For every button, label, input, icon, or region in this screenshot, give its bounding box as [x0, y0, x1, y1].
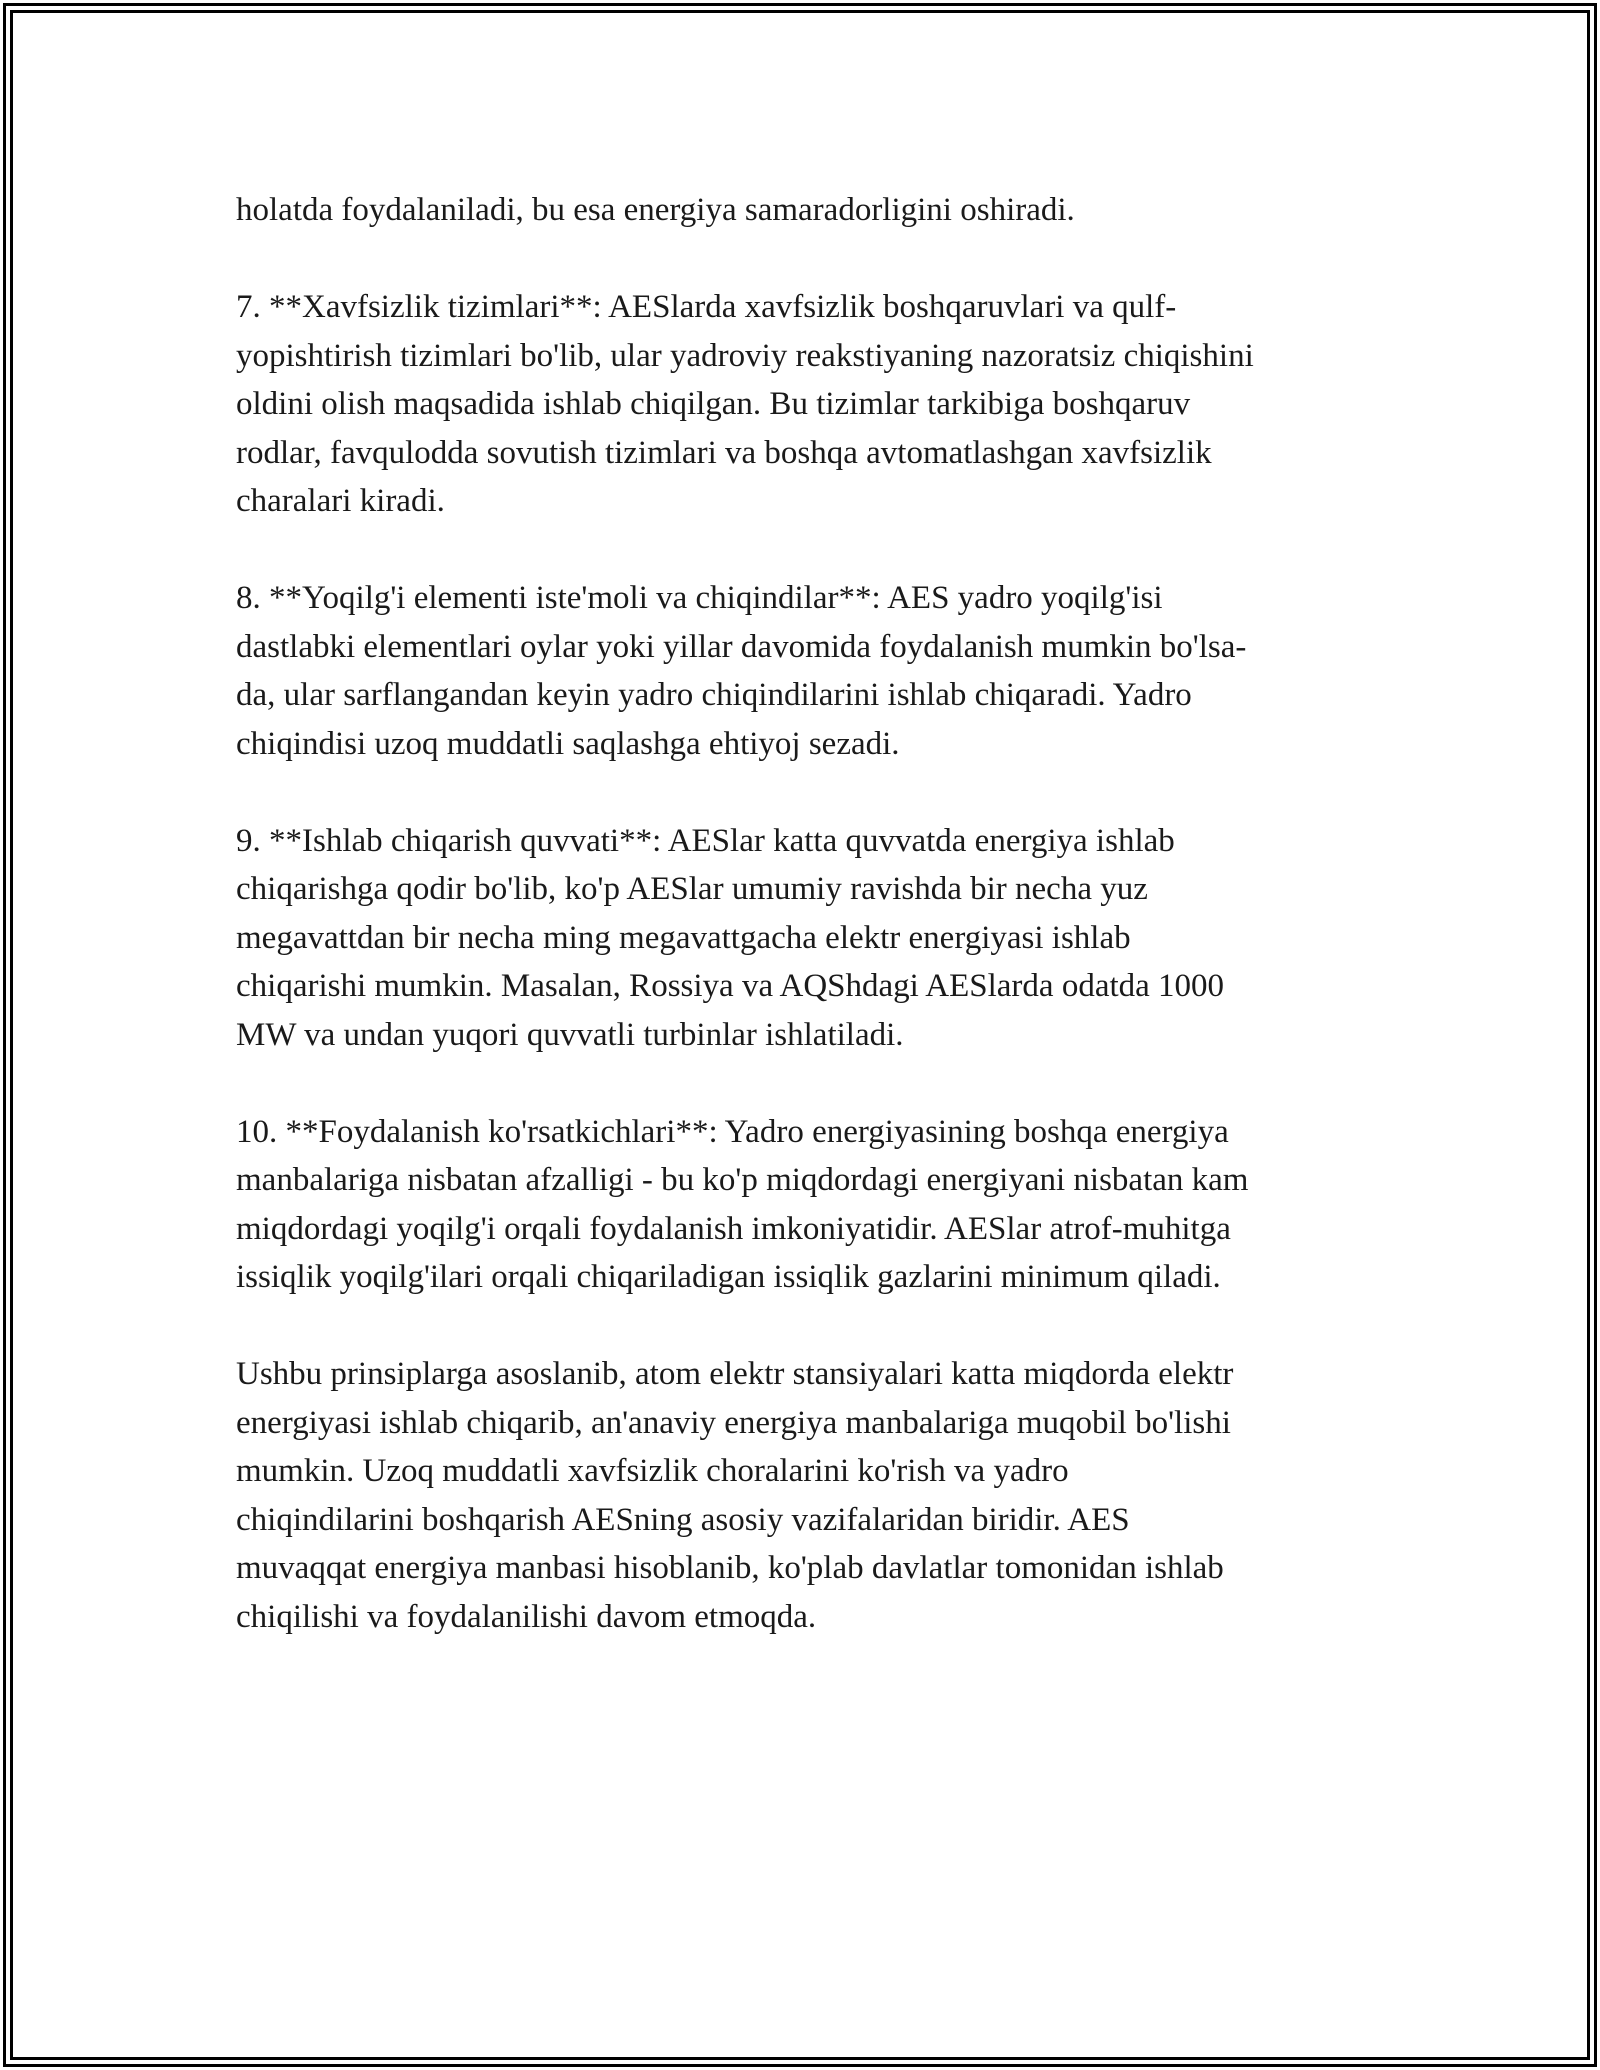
paragraph-item-8-fuel-and-waste: 8. **Yoqilg'i elementi iste'moli va chiqindilar**: AES yadro yoqilg'isi dastlabki elementlari oylar yoki yillar davomida foydalanish mumkin bo'lsa- da, ular sarflangandan keyin yadro chiqindilarini ishlab chiqaradi. Yadro chiqindisi uzoq muddatli saqlashga ehtiyoj sezadi. [236, 580, 1247, 762]
paragraph-item-7-safety-systems: 7. **Xavfsizlik tizimlari**: AESlarda xavfsizlik boshqaruvlari va qulf- yopishtirish tizimlari bo'lib, ular yadroviy reakstiyaning nazoratsiz chiqishini oldini olish maqsadida ishlab chiqilgan. Bu tizimlar tarkibiga boshqaruv rodlar, favqulodda sovutish tizimlari va boshqa avtomatlashgan xavfsizlik charalari kiradi. [236, 289, 1254, 519]
paragraph-item-9-generation-capacity: 9. **Ishlab chiqarish quvvati**: AESlar katta quvvatda energiya ishlab chiqarishga qodir bo'lib, ko'p AESlar umumiy ravishda bir necha yuz megavattdan bir necha ming megavattgacha elektr energiyasi ishlab chiqarishi mumkin. Masalan, Rossiya va AQShdagi AESlarda odatda 1000 MW va undan yuqori quvvatli turbinlar ishlatiladi. [236, 822, 1225, 1053]
paragraph-continuation: holatda foydalaniladi, bu esa energiya samaradorligini oshiradi. [236, 192, 1075, 228]
paragraph-conclusion: Ushbu prinsiplarga asoslanib, atom elektr stansiyalari katta miqdorda elektr energiyasi ishlab chiqarib, an'anaviy energiya manbalariga muqobil bo'lishi mumkin. Uzoq muddatli xavfsizlik choralarini ko'rish va yadro chiqindilarini boshqarish AESning asosiy vazifalaridan biridir. AES muvaqqat energiya manbasi hisoblanib, ko'plab davlatlar tomonidan ishlab chiqilishi va foydalanilishi davom etmoqda. [236, 1356, 1234, 1635]
paragraph-item-10-usage-indicators: 10. **Foydalanish ko'rsatkichlari**: Yadro energiyasining boshqa energiya manbalariga nisbatan afzalligi - bu ko'p miqdordagi energiyani nisbatan kam miqdordagi yoqilg'i orqali foydalanish imkoniyatidir. AESlar atrof-muhitga issiqlik yoqilg'ilari orqali chiqariladigan issiqlik gazlarini minimum qiladi. [236, 1113, 1249, 1295]
document-body [236, 186, 1386, 1641]
